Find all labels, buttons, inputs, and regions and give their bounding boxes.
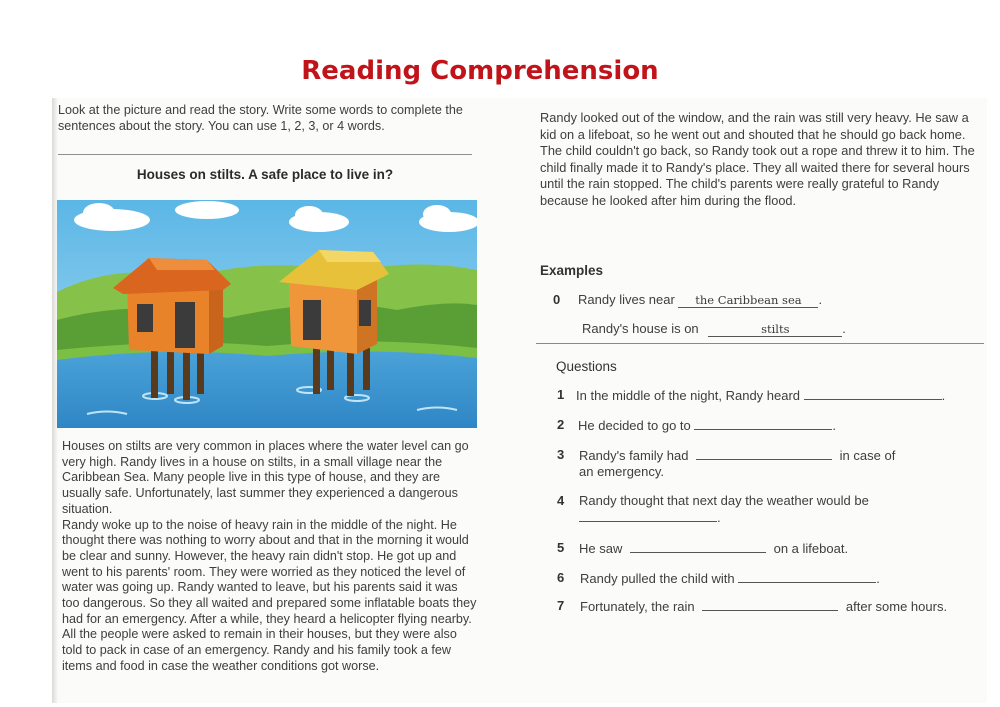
question-4-text: Randy thought that next day the weather would be — [579, 493, 869, 508]
divider-line — [58, 154, 472, 155]
question-1-end: . — [941, 388, 946, 403]
question-7-answer-blank[interactable] — [702, 598, 838, 611]
water — [57, 351, 477, 428]
example-line-1 — [578, 292, 822, 308]
instructions: Look at the picture and read the story. Write some words to complete the sentences about the story. You can use 1, 2, 3, or 4 words. — [58, 103, 463, 133]
question-1-number: 1 — [557, 387, 565, 402]
question-5 — [579, 540, 848, 556]
story-paragraph-1: Houses on stilts are very common in places where the water level can go very high. Randy lives in a house on stilts, in a small village near the Caribbean Sea. Many people live in this type of house, and they are usually safe. Unfortunately, last summer they experienced a dangerous situation. — [62, 439, 469, 516]
questions-heading: Questions — [556, 359, 617, 374]
example-1-answer: the Caribbean sea — [678, 293, 818, 308]
question-7-text: Fortunately, the rain — [580, 599, 695, 614]
story-text-part1 — [62, 439, 478, 675]
question-4-end: . — [717, 510, 721, 525]
question-3-text: Randy's family had — [579, 448, 689, 463]
question-2-number: 2 — [557, 417, 565, 432]
question-2 — [578, 417, 836, 433]
stilt-houses-illustration — [57, 200, 477, 428]
page-title: Reading Comprehension — [301, 56, 659, 86]
question-6-text: Randy pulled the child with — [580, 571, 735, 586]
question-2-answer-blank[interactable] — [694, 417, 832, 430]
question-7-number: 7 — [557, 598, 565, 613]
example-line-2 — [582, 321, 846, 337]
question-2-text: He decided to go to — [578, 418, 691, 433]
story-title: Houses on stilts. A safe place to live in? — [136, 167, 394, 182]
examples-heading: Examples — [540, 263, 604, 278]
question-3-after: in case of — [839, 448, 896, 463]
question-3 — [579, 447, 895, 463]
story-text-part3: Randy looked out of the window, and the rain was still very heavy. He saw a kid on a lifeboat, so he went out and shouted that he should go back home. The child couldn't go back, so Randy took out a rope and threw it to him. The child finally made it to Randy's place. They all waited there for several hours until the rain stopped. The child's parents were really grateful to Randy because he looked after him during the flood. — [540, 110, 975, 208]
example-1-end: . — [818, 292, 823, 307]
question-3-continued: an emergency. — [579, 464, 665, 479]
question-4-answer-blank[interactable] — [579, 509, 717, 522]
example-2-answer: stilts — [708, 322, 842, 337]
example-2-text: Randy's house is on — [582, 321, 699, 336]
question-3-answer-blank[interactable] — [696, 447, 832, 460]
question-2-end: . — [832, 418, 836, 433]
question-7-after: after some hours. — [845, 599, 948, 614]
question-4-number: 4 — [557, 493, 565, 508]
question-6-answer-blank[interactable] — [738, 570, 876, 583]
example-2-end: . — [842, 321, 846, 336]
example-1-text: Randy lives near — [578, 292, 675, 307]
question-6-end: . — [876, 571, 880, 586]
question-7 — [580, 598, 947, 614]
question-5-answer-blank[interactable] — [630, 540, 766, 553]
question-6-number: 6 — [557, 570, 565, 585]
question-5-text: He saw — [579, 541, 623, 556]
example-number: 0 — [553, 292, 561, 307]
question-1 — [576, 387, 945, 403]
question-5-number: 5 — [557, 540, 565, 555]
question-4-answer-line — [579, 509, 721, 525]
question-1-answer-blank[interactable] — [804, 387, 942, 400]
question-6 — [580, 570, 880, 586]
story-paragraph-2: Randy woke up to the noise of heavy rain in the middle of the night. He thought there was nothing to worry about and that in the morning it would be clear and sunny. However, the heavy rain didn't stop. He got up and went to his parents' room. They were worried as they noticed the level of water was going up. Randy wanted to leave, but his parents said it was too dangerous. So they all waited and prepared some inflatable boats they had for an emergency. After a while, they heard a helicopter flying nearby. All the people were asked to remain in their houses, but they were also told to pack in case of an emergency. Randy and his family took a few items and food in case the weather conditions got worse. — [62, 517, 477, 673]
section-divider — [536, 343, 984, 344]
question-1-text: In the middle of the night, Randy heard — [576, 388, 801, 403]
question-5-after: on a lifeboat. — [773, 541, 849, 556]
question-3-number: 3 — [557, 447, 565, 462]
